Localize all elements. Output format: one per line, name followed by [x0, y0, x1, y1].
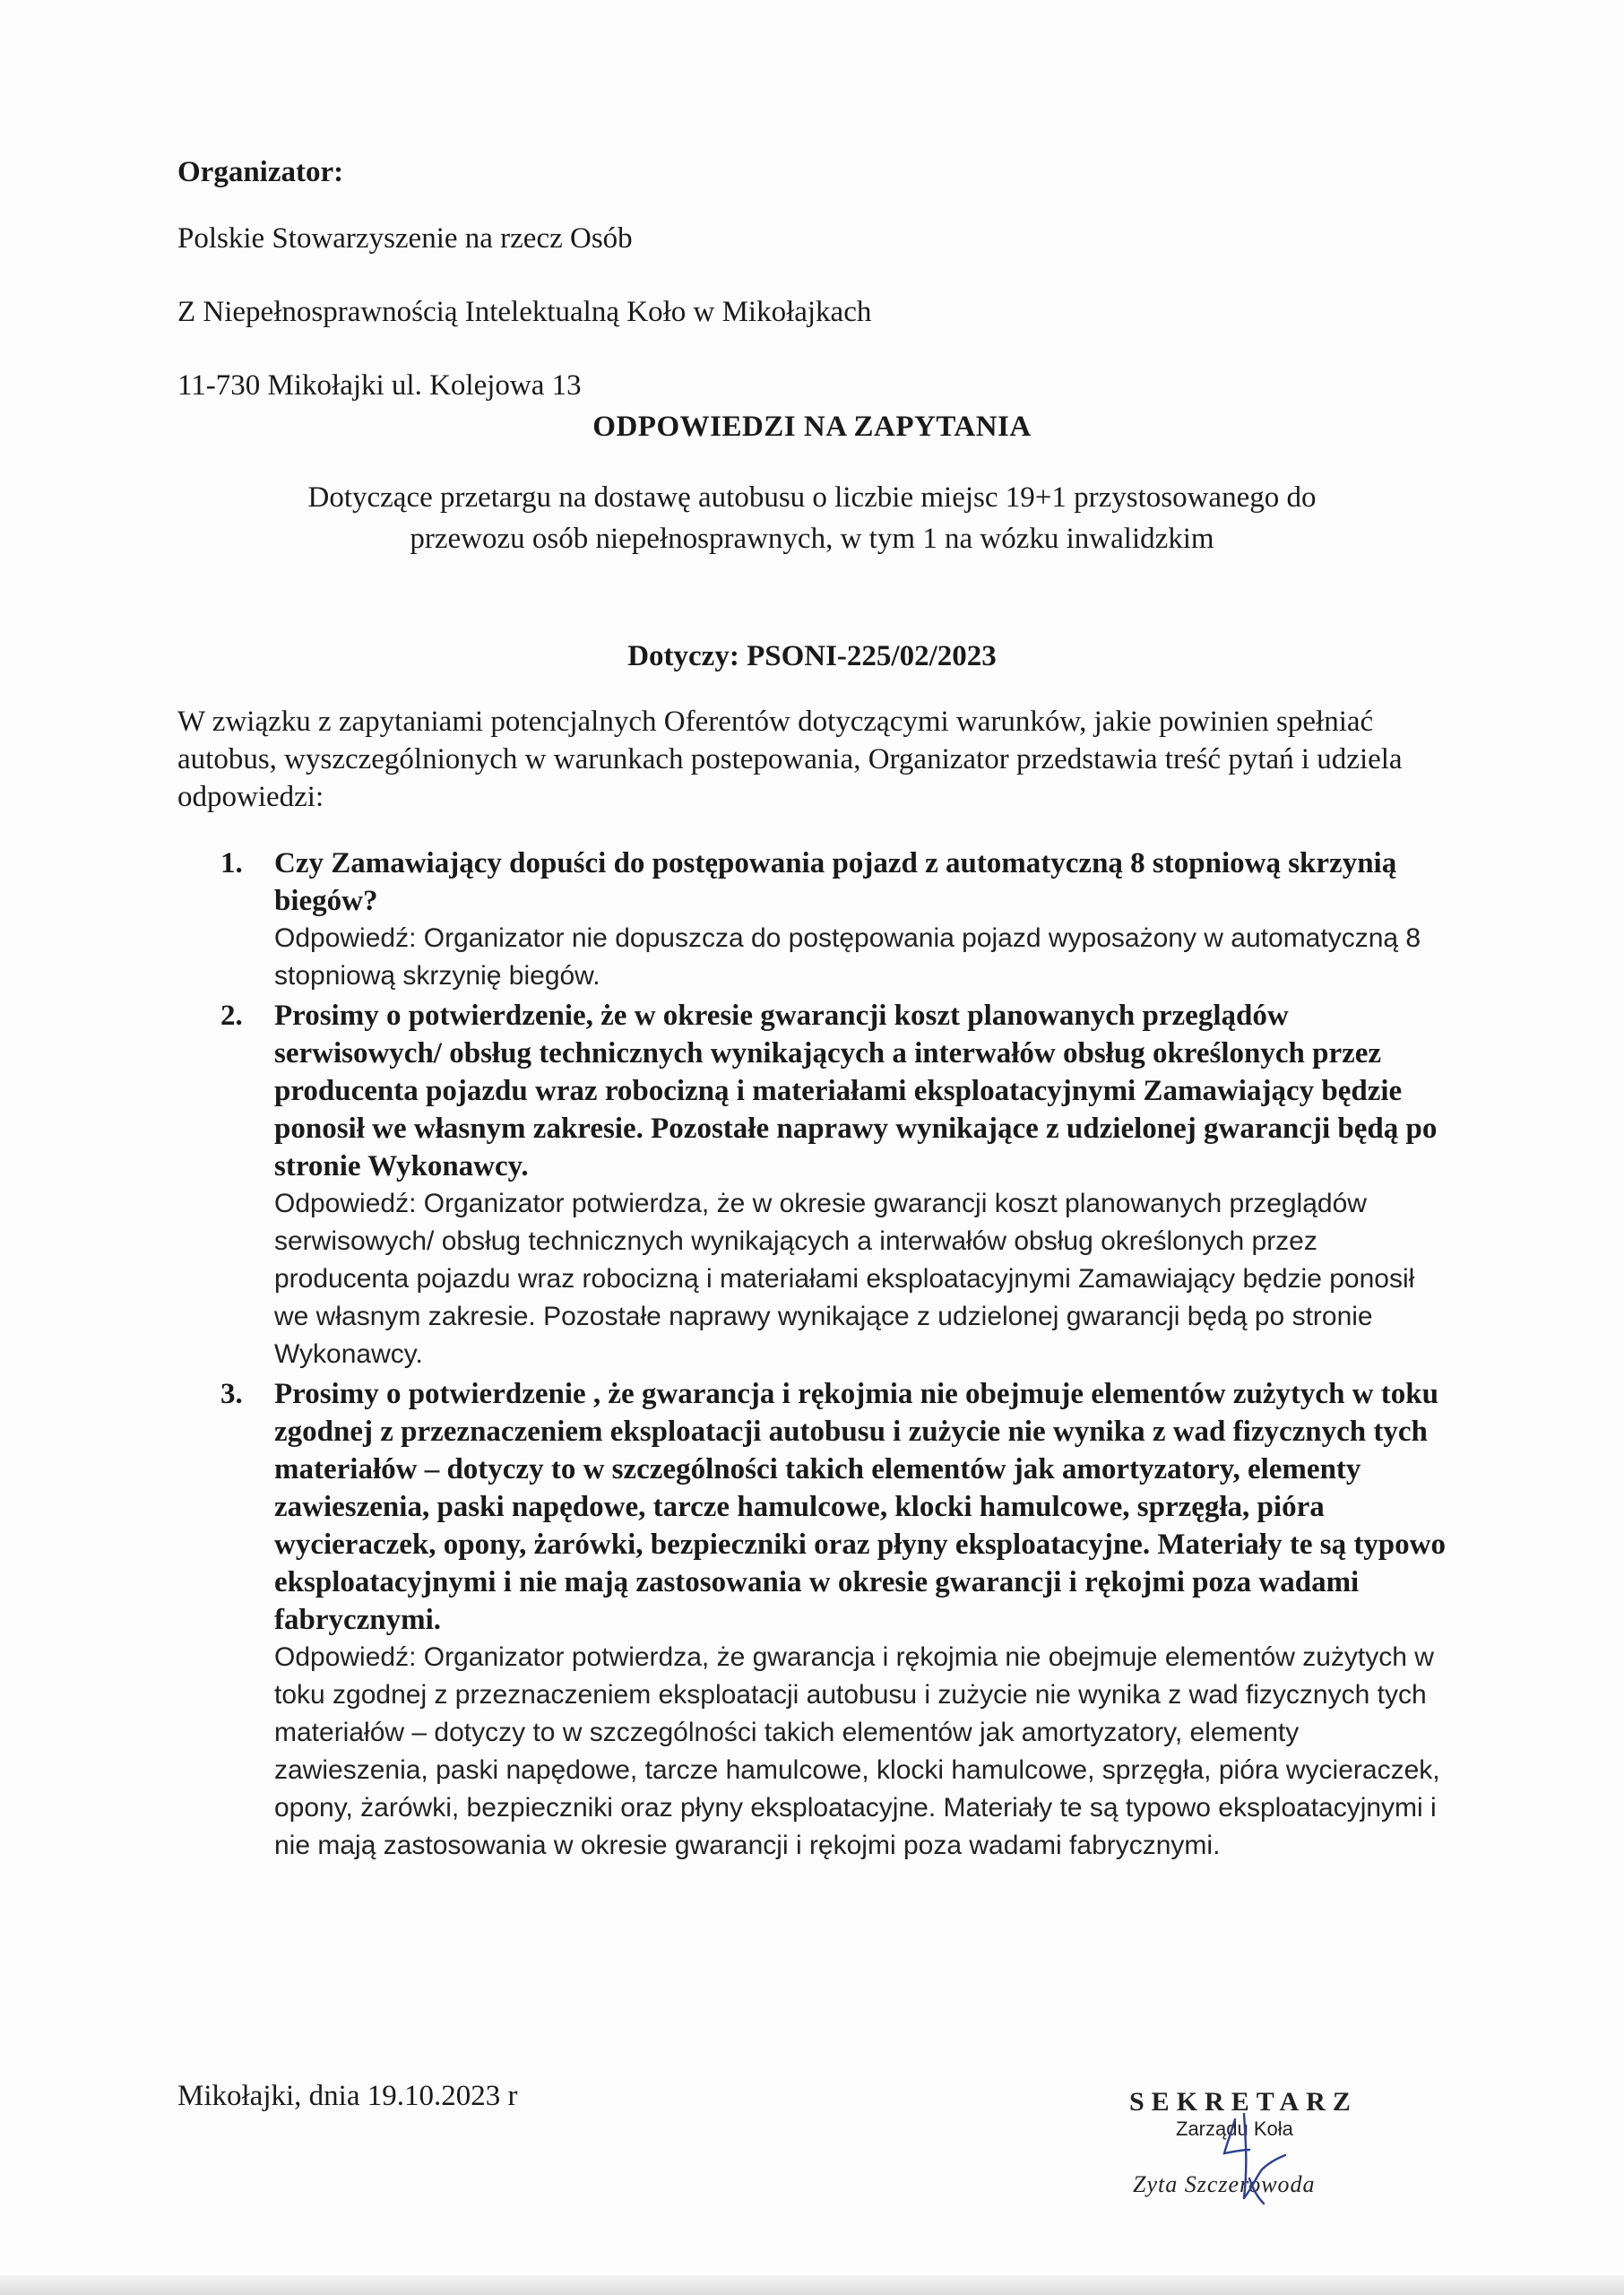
- qa-number: 2.: [220, 1000, 243, 1032]
- stamp-title: SEKRETARZ: [1129, 2087, 1358, 2117]
- qa-item: [220, 1375, 1448, 1865]
- organizer-name-line-1: Polskie Stowarzyszenie na rzecz Osób: [177, 222, 633, 255]
- qa-item: [220, 844, 1448, 995]
- answer-text: Odpowiedź: Organizator potwierdza, że w okresie gwarancji koszt planowanych przeglądów serwisowych/ obsług technicznych wynikających a interwałów obsług określonych przez producenta pojazdu wraz robocizną i materiałami eksploatacyjnymi Zamawiający będzie ponosił we własnym zakresie. Pozostałe naprawy wynikające z udzielonej gwarancji będą po stronie Wykonawcy.: [274, 1189, 1415, 1369]
- question-text: Prosimy o potwierdzenie, że w okresie gwarancji koszt planowanych przeglądów serwisowych/ obsług technicznych wynikających a interwałów obsług określonych przez producenta pojazdu wraz robocizną i materiałami eksploatacyjnymi Zamawiający będzie ponosił we własnym zakresie. Pozostałe naprawy wynikające z udzielonej gwarancji będą po stronie Wykonawcy.: [274, 1000, 1438, 1182]
- scan-edge: [0, 2275, 1624, 2295]
- subtitle-line-2: przewozu osób niepełnosprawnych, w tym 1 na wózku inwalidzkim: [410, 523, 1214, 555]
- qa-item: [220, 997, 1448, 1373]
- question-text: Czy Zamawiający dopuści do postępowania pojazd z automatyczną 8 stopniową skrzynią biegów?: [274, 847, 1397, 917]
- organizer-block: [177, 154, 1343, 441]
- intro-paragraph: W związku z zapytaniami potencjalnych Oferentów dotyczącymi warunków, jakie powinien spełniać autobus, wyszczególnionych w warunkach postepowania, Organizator przedstawia treść pytań i udziela odpowiedzi:: [177, 706, 1403, 813]
- place-and-date: Mikołajki, dnia 19.10.2023 r: [177, 2080, 518, 2112]
- qa-number: 1.: [220, 847, 243, 879]
- reference-number: Dotyczy: PSONI-225/02/2023: [627, 640, 997, 672]
- organizer-name-line-2: Z Niepełnosprawnością Intelektualną Koło w Mikołajkach: [177, 296, 872, 328]
- qa-number: 3.: [220, 1378, 243, 1410]
- organizer-label: Organizator:: [177, 156, 344, 188]
- answer-text: Odpowiedź: Organizator nie dopuszcza do postępowania pojazd wyposażony w automatyczną 8 stopniową skrzynię biegów.: [274, 923, 1421, 991]
- signature-icon: [1119, 2078, 1387, 2213]
- stamp-subtitle: Zarządu Koła: [1176, 2117, 1293, 2140]
- answer-text: Odpowiedź: Organizator potwierdza, że gwarancja i rękojmia nie obejmuje elementów zużytych w toku zgodnej z przeznaczeniem eksploatacji autobusu i zużycie nie wynika z wad fizycznych tych materiałów – dotyczy to w szczególności takich elementów jak amortyzatory, elementy zawieszenia, paski napędowe, tarcze hamulcowe, klocki hamulcowe, sprzęgła, pióra wycieraczek, opony, żarówki, bezpieczniki oraz płyny eksploatacyjne. Materiały te są typowo eksploatacyjnymi i nie mają zastosowania w okresie gwarancji i rękojmi poza wadami fabrycznymi.: [274, 1642, 1440, 1860]
- document-subtitle: [224, 477, 1400, 559]
- subtitle-line-1: Dotyczące przetargu na dostawę autobusu o liczbie miejsc 19+1 przystosowanego do: [307, 481, 1317, 514]
- document-title: ODPOWIEDZI NA ZAPYTANIA: [592, 411, 1032, 443]
- secretary-stamp: [1119, 2078, 1387, 2213]
- stamp-name: Zyta Szczerowoda: [1133, 2171, 1316, 2197]
- qa-list: [220, 844, 1448, 1866]
- question-text: Prosimy o potwierdzenie , że gwarancja i rękojmia nie obejmuje elementów zużytych w toku zgodnej z przeznaczeniem eksploatacji autobusu i zużycie nie wynika z wad fizycznych tych materiałów – dotyczy to w szczególności takich elementów jak amortyzatory, elementy zawieszenia, paski napędowe, tarcze hamulcowe, klocki hamulcowe, sprzęgła, pióra wycieraczek, opony, żarówki, bezpieczniki oraz płyny eksploatacyjne. Materiały te są typowo eksploatacyjnymi i nie mają zastosowania w okresie gwarancji i rękojmi poza wadami fabrycznymi.: [274, 1378, 1446, 1636]
- organizer-address: 11-730 Mikołajki ul. Kolejowa 13: [177, 369, 582, 402]
